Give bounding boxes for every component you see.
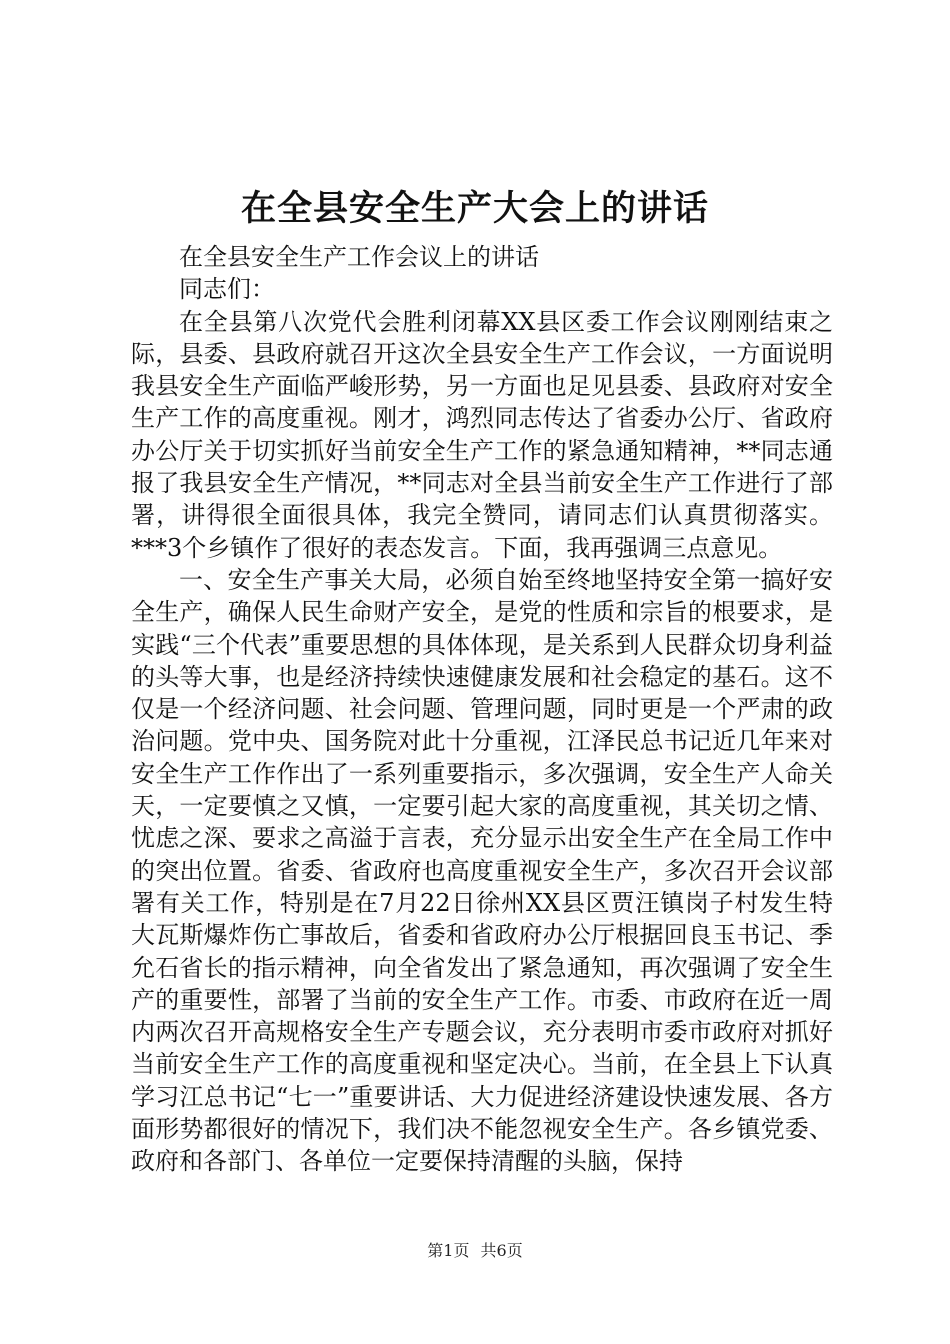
page-total: 共6页 — [480, 1241, 523, 1260]
page-footer — [0, 1240, 950, 1262]
salutation-paragraph: 同志们： — [179, 275, 275, 304]
intro-paragraph: 在全县第八次党代会胜利闭幕XX县区委工作会议刚刚结束之际，县委、县政府就召开这次全县安全生产工作会议，一方面说明我县安全生产面临严峻形势，另一方面也足见县委、县政府对安全生产工作的高度重视。刚才，鸿烈同志传达了省委办公厅、省政府办公厅关于切实抓好当前安全生产工作的紧急通知精神，**同志通报了我县安全生产情况，**同志对全县当前安全生产工作进行了部署，讲得很全面很具体，我完全赞同，请同志们认真贯彻落实。***3个乡镇作了很好的表态发言。下面，我再强调三点意见。 — [131, 307, 833, 562]
section-one-paragraph: 一、安全生产事关大局，必须自始至终地坚持安全第一搞好安全生产，确保人民生命财产安全，是党的性质和宗旨的根要求，是实践“三个代表”重要思想的具体体现，是关系到人民群众切身利益的头等大事，也是经济持续快速健康发展和社会稳定的基石。这不仅是一个经济问题、社会问题、管理问题，同时更是一个严肃的政治问题。党中央、国务院对此十分重视，江泽民总书记近几年来对安全生产工作作出了一系列重要指示，多次强调，安全生产人命关天，一定要慎之又慎，一定要引起大家的高度重视，其关切之情、忧虑之深、要求之高溢于言表，充分显示出安全生产在全局工作中的突出位置。省委、省政府也高度重视安全生产，多次召开会议部署有关工作，特别是在7月22日徐州XX县区贾汪镇岗子村发生特大瓦斯爆炸伤亡事故后，省委和省政府办公厅根据回良玉书记、季允石省长的指示精神，向全省发出了紧急通知，再次强调了安全生产的重要性，部署了当前的安全生产工作。市委、市政府在近一周内两次召开高规格安全生产专题会议，充分表明市委市政府对抓好当前安全生产工作的高度重视和坚定决心。当前，在全县上下认真学习江总书记“七一”重要讲话、大力促进经济建设快速发展、各方面形势都很好的情况下，我们决不能忽视安全生产。各乡镇党委、政府和各部门、各单位一定要保持清醒的头脑，保持 — [131, 565, 833, 1176]
document-title: 在全县安全生产大会上的讲话 — [240, 188, 709, 229]
document-body — [131, 241, 833, 1178]
subtitle-paragraph: 在全县安全生产工作会议上的讲话 — [179, 243, 539, 271]
page-number: 第1页 — [427, 1241, 470, 1260]
